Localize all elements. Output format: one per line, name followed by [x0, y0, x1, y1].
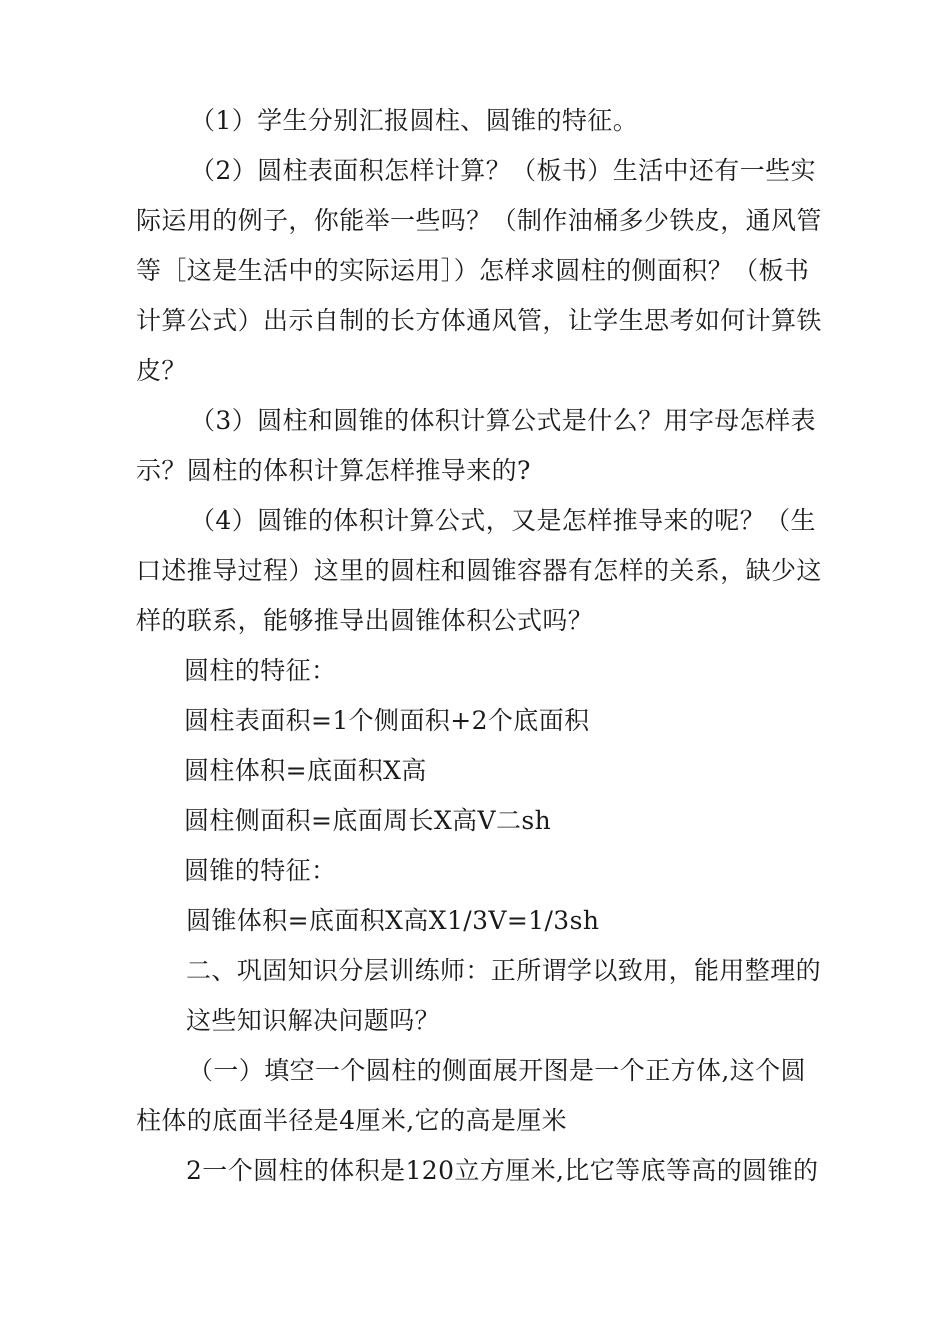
- text-line-15: 圆柱侧面积=底面周长X高V二sh: [184, 806, 552, 835]
- text-line-8: 示？圆柱的体积计算怎样推导来的?: [136, 456, 531, 485]
- text-line-3: 际运用的例子，你能举一些吗？（制作油桶多少铁皮，通风管: [136, 206, 822, 235]
- text-line-12: 圆柱的特征：: [184, 656, 337, 685]
- text-line-13: 圆柱表面积=1个侧面积+2个底面积: [184, 706, 590, 735]
- text-line-18: 二、巩固知识分层训练师：正所谓学以致用，能用整理的: [186, 956, 822, 985]
- text-line-14: 圆柱体积=底面积X高: [184, 756, 427, 785]
- text-line-16: 圆锥的特征：: [184, 856, 337, 885]
- text-line-9: （4）圆锥的体积计算公式，又是怎样推导来的呢？（生: [190, 506, 816, 535]
- text-line-22: 2一个圆柱的体积是120立方厘米,比它等底等高的圆锥的: [186, 1156, 819, 1185]
- text-line-6: 皮？: [136, 356, 187, 385]
- text-line-10: 口述推导过程）这里的圆柱和圆锥容器有怎样的关系，缺少这: [136, 556, 822, 585]
- text-line-4: 等［这是生活中的实际运用］）怎样求圆柱的侧面积？（板书: [136, 256, 810, 285]
- text-line-7: （3）圆柱和圆锥的体积计算公式是什么？用字母怎样表: [190, 406, 816, 435]
- text-line-20: （一）填空一个圆柱的侧面展开图是一个正方体,这个圆: [188, 1056, 806, 1085]
- text-line-2: （2）圆柱表面积怎样计算？（板书）生活中还有一些实: [190, 156, 816, 185]
- text-line-5: 计算公式）出示自制的长方体通风管，让学生思考如何计算铁: [136, 306, 822, 335]
- text-line-1: （1）学生分别汇报圆柱、圆锥的特征。: [190, 106, 639, 135]
- text-line-17: 圆锥体积=底面积X高X1/3V=1/3sh: [186, 906, 600, 935]
- text-line-11: 样的联系，能够推导出圆锥体积公式吗？: [136, 606, 594, 635]
- text-line-19: 这些知识解决问题吗？: [186, 1006, 441, 1035]
- text-line-21: 柱体的底面半径是4厘米,它的高是厘米: [136, 1106, 568, 1135]
